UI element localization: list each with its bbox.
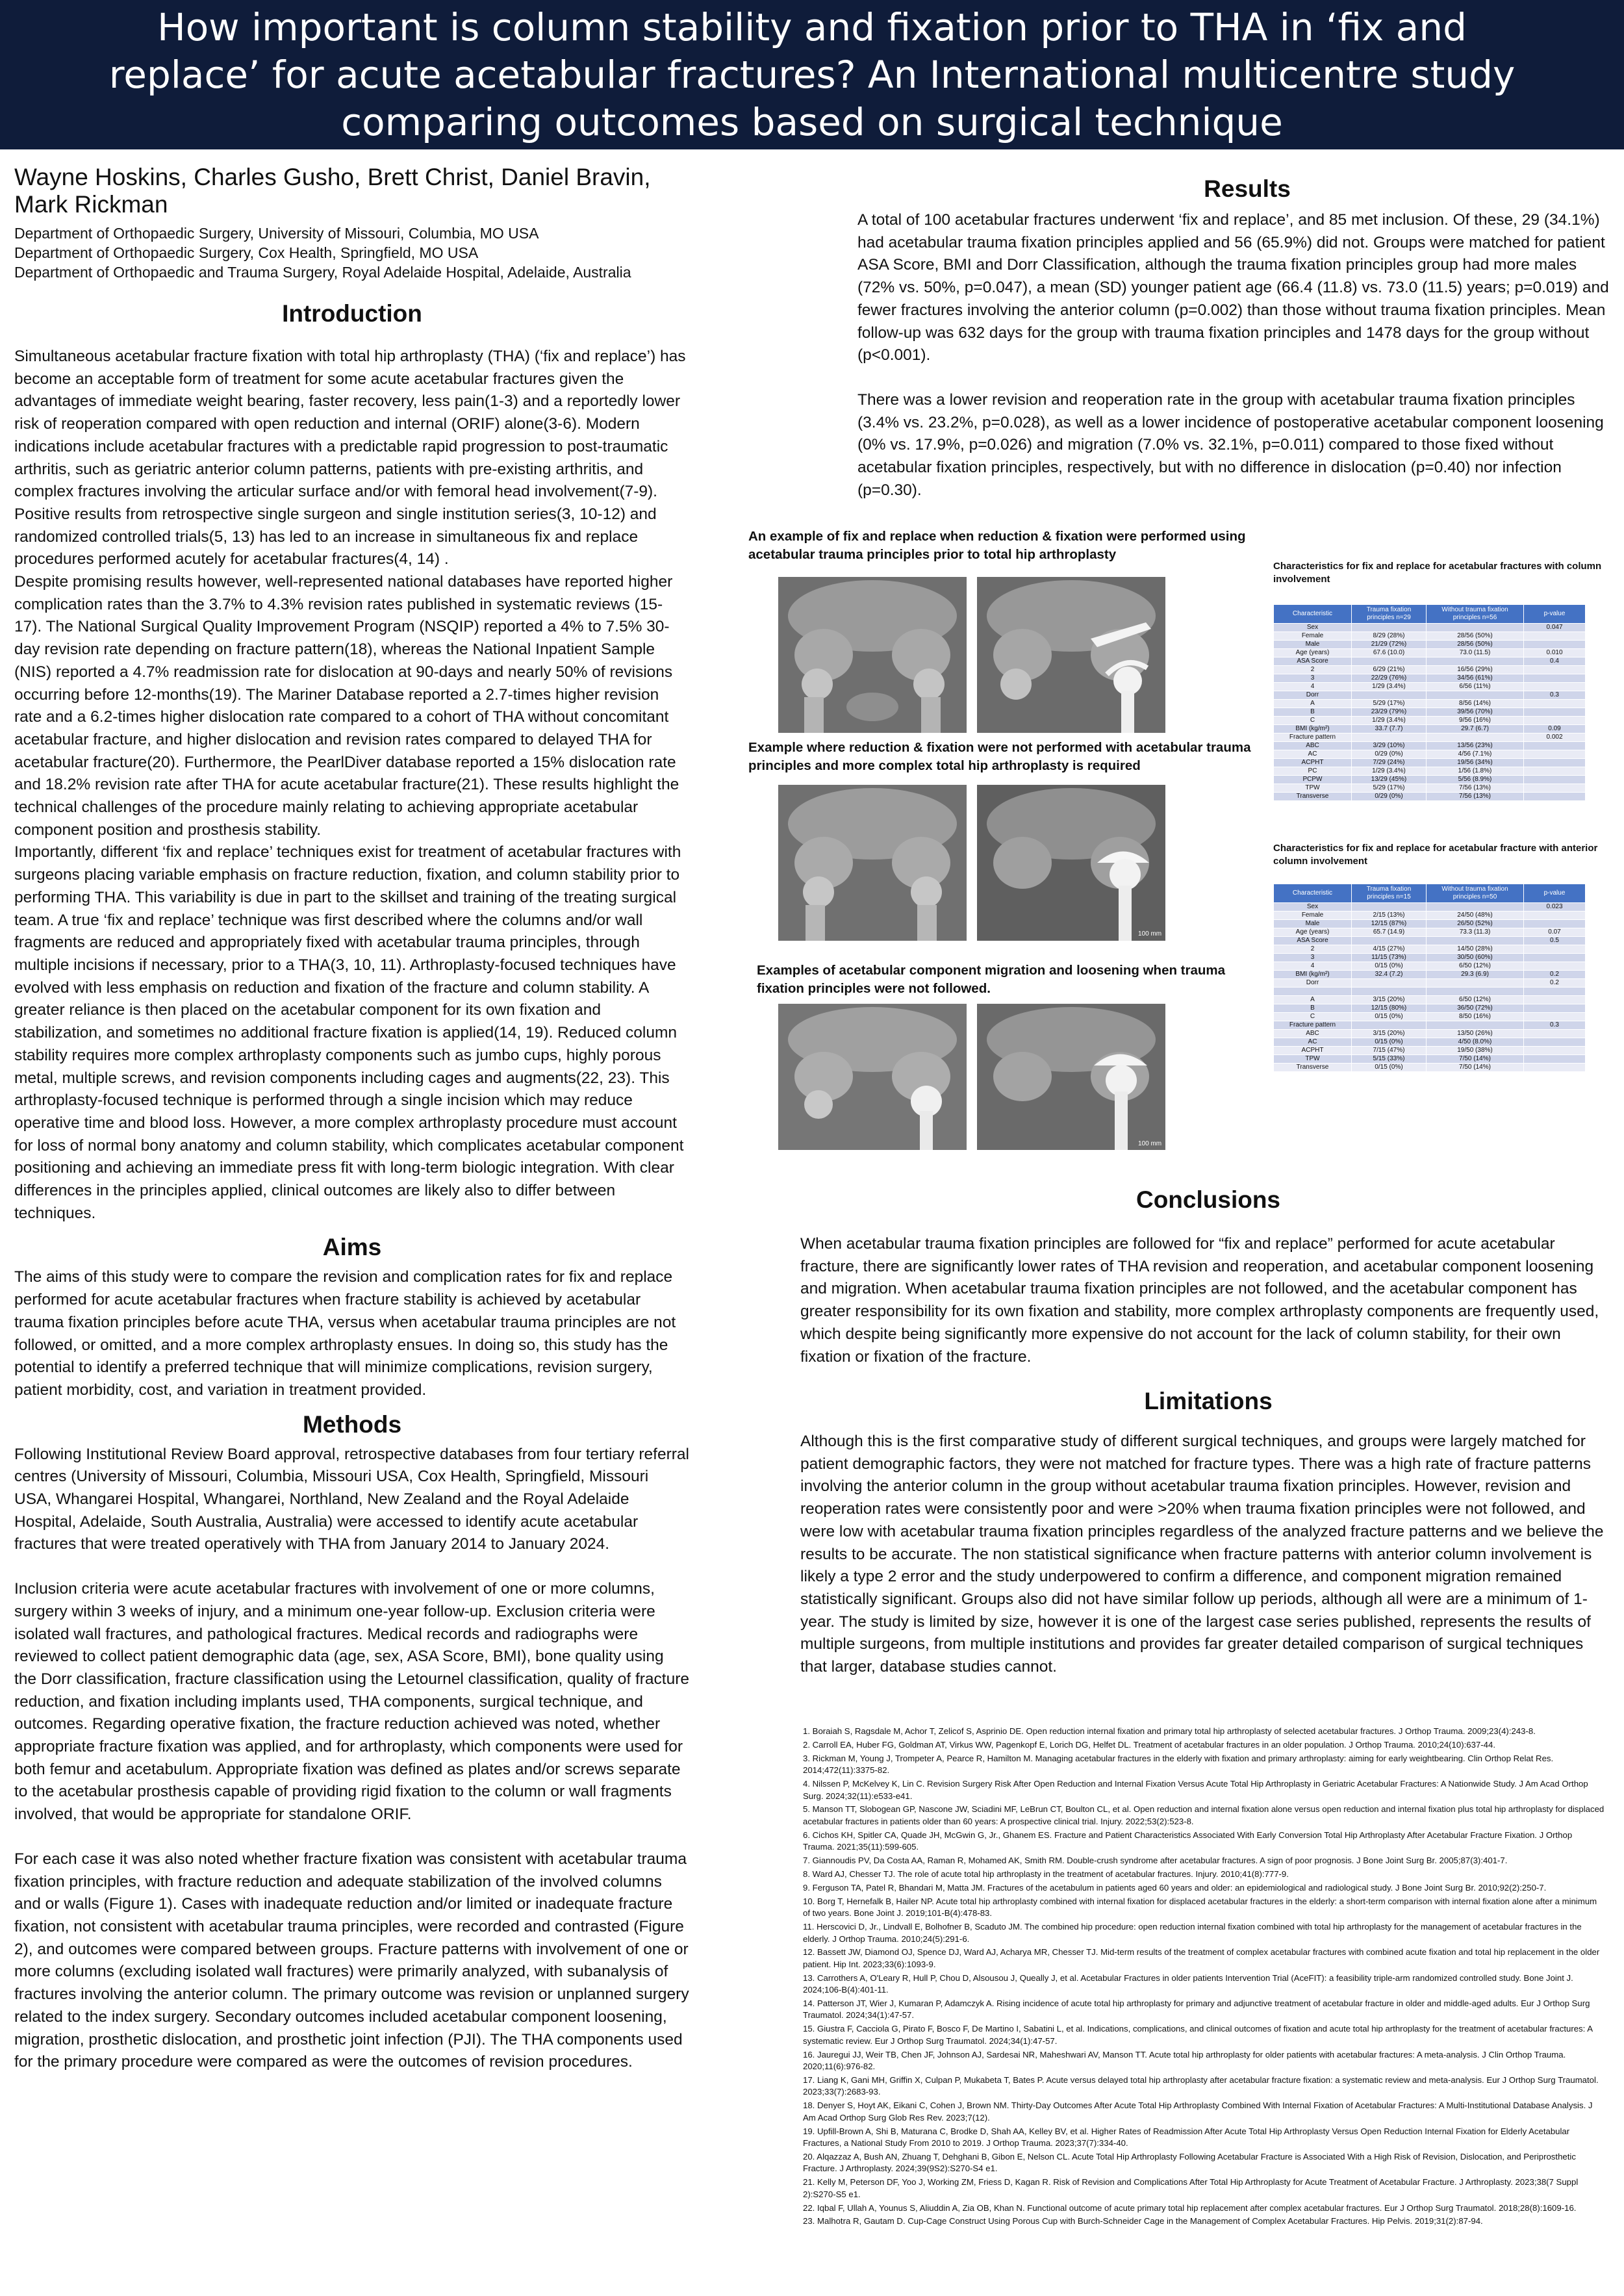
table-cell [1524,912,1586,920]
reference-item: 21. Kelly M, Peterson DF, Yoo J, Working ZM, Friess D, Kagan R. Risk of Revision and Complications After Total Hip Arthroplasty for Acute Treatment of Acetabular Fracture. J Arthroplasty. 2023;38(7 Suppl 2):S270-S5 e1. [803,2177,1579,2199]
table-cell: 12/15 (80%) [1352,1004,1427,1013]
table-cell: 26/50 (52%) [1427,920,1524,928]
table-row [1274,962,1586,971]
table-cell: 5/29 (17%) [1352,700,1427,708]
reference-item: 14. Patterson JT, Wier J, Kumaran P, Adamczyk A. Rising incidence of acute total hip arthroplasty for primary and adjunctive treatment of acetabular fracture in older and middle-aged adults. Eur J Orthop Surg Traumatol. 2024;34(1):47-57. [803,1998,1590,2021]
table-cell: Dorr [1274,691,1352,700]
table-cell: AC [1274,750,1352,759]
table-cell: TPW [1274,1055,1352,1064]
table-cell: PC [1274,767,1352,776]
table1-body [1274,624,1586,801]
table-cell [1352,988,1427,996]
table-cell [1427,691,1524,700]
table-cell [1524,1055,1586,1064]
table-cell [1524,920,1586,928]
introduction-heading: Introduction [282,300,422,327]
table-cell: 16/56 (29%) [1427,666,1524,674]
table-cell: 23/29 (79%) [1352,708,1427,717]
table-cell [1524,1030,1586,1038]
table-cell [1352,937,1427,945]
methods-heading: Methods [302,1410,402,1438]
table-row [1274,784,1586,793]
table-row [1274,937,1586,945]
table-cell [1524,767,1586,776]
table-cell: C [1274,717,1352,725]
table2 [1273,884,1586,1072]
table-row [1274,1004,1586,1013]
aims-paragraph: The aims of this study were to compare the revision and complication rates for fix and replace performed for acute acetabular fractures when fracture stability is achieved by acetabular trauma fixation principles before acute THA, versus when acetabular trauma principles are not followed, or omitted, and a more complex arthroplasty ensues. In doing so, this study has the potential to identify a preferred technique that will minimize complications, revision surgery, patient morbidity, cost, and variation in treatment provided. [14,1268,676,1399]
reference-item: 20. Alqazzaz A, Bush AN, Zhuang T, Dehghani B, Gibon E, Nelson CL. Acute Total Hip Arthroplasty Following Acetabular Fracture is Associated With a High Risk of Revision, Dislocation, and Periprosthetic Fracture. J Arthroplasty. 2024;39(9S2):S270-S4 e1. [803,2151,1576,2174]
table-cell: 28/56 (50%) [1427,641,1524,649]
table-cell: 29.7 (6.7) [1427,725,1524,733]
table-cell: 7/56 (13%) [1427,793,1524,801]
table-cell: Sex [1274,903,1352,912]
table-cell: 7/50 (14%) [1427,1055,1524,1064]
table-cell: 2 [1274,945,1352,954]
introduction-body [14,346,690,1225]
table-cell: A [1274,996,1352,1004]
table1-header-cell: Characteristic [1274,605,1352,624]
table-cell: 5/56 (8.9%) [1427,776,1524,784]
table-cell [1524,666,1586,674]
table-cell: 9/56 (16%) [1427,717,1524,725]
table-cell: 7/56 (13%) [1427,784,1524,793]
table-row [1274,666,1586,674]
reference-item: 10. Borg T, Hernefalk B, Hailer NP. Acute total hip arthroplasty combined with internal fixation for displaced acetabular fractures in the elderly: a short-term comparison with internal fixation alone after a minimum of two years. Bone Joint J. 2019;101-B(4):478-83. [803,1896,1597,1919]
table-cell: 12/15 (87%) [1352,920,1427,928]
table-cell: 13/50 (26%) [1427,1030,1524,1038]
reference-item: 9. Ferguson TA, Patel R, Bhandari M, Matta JM. Fractures of the acetabulum in patients aged 60 years and older: an epidemiological and radiological study. J Bone Joint Surg Br. 2010;92(2):250-7. [803,1882,1547,1893]
reference-item: 22. Iqbal F, Ullah A, Younus S, Aliuddin A, Zia OB, Khan N. Functional outcome of acute primary total hip replacement after complex acetabular fractures. Eur J Orthop Surg Traumatol. 2018;28(8):1609-16. [803,2202,1577,2213]
table2-header-cell: Characteristic [1274,884,1352,903]
table-cell [1427,937,1524,945]
table-cell: 1/29 (3.4%) [1352,767,1427,776]
table-cell: 3/15 (20%) [1352,996,1427,1004]
table-cell: 29.3 (6.9) [1427,971,1524,979]
table-cell: 6/56 (11%) [1427,683,1524,691]
table-cell [1427,624,1524,632]
reference-item: 12. Bassett JW, Diamond OJ, Spence DJ, Ward AJ, Acharya MR, Chesser TJ. Mid-term results of the treatment of complex acetabular fractures with combined acute fixation and total hip replacement in the older patient. Hip Int. 2023;33(6):1093-9. [803,1947,1600,1969]
table-cell [1352,1021,1427,1030]
results-heading: Results [1204,175,1291,202]
table-cell: 0.2 [1524,971,1586,979]
methods-body [14,1444,690,2074]
table-cell: BMI (kg/m²) [1274,725,1352,733]
table-cell [1524,1004,1586,1013]
table2-header-row [1274,884,1586,903]
table-row [1274,996,1586,1004]
table-cell: 0.023 [1524,903,1586,912]
table-row [1274,683,1586,691]
table-cell: 39/56 (70%) [1427,708,1524,717]
reference-item: 1. Boraiah S, Ragsdale M, Achor T, Zelicof S, Asprinio DE. Open reduction internal fixation and primary total hip arthroplasty of selected acetabular fractures. J Orthop Trauma. 2009;23(4):243-8. [803,1726,1536,1736]
table-row [1274,717,1586,725]
table-cell: 0/29 (0%) [1352,750,1427,759]
table-cell: Female [1274,632,1352,641]
table-cell [1427,733,1524,742]
table-cell: 8/50 (16%) [1427,1013,1524,1021]
table-cell [1524,1013,1586,1021]
table-cell: 0/15 (0%) [1352,1013,1427,1021]
table-cell: 0.07 [1524,928,1586,937]
table-cell: TPW [1274,784,1352,793]
reference-item: 6. Cichos KH, Spitler CA, Quade JH, McGwin G, Jr., Ghanem ES. Fracture and Patient Characteristics Associated With Early Conversion Total Hip Arthroplasty After Acetabular Fracture Fixation. J Orthop Trauma. 2021;35(11):599-605. [803,1830,1573,1852]
table-cell [1524,717,1586,725]
table-cell [1352,733,1427,742]
table-cell [1524,1064,1586,1072]
table-cell [1352,657,1427,666]
figure1-xray-preop [778,577,967,733]
table1-header-cell: p-value [1524,605,1586,624]
results-paragraph: A total of 100 acetabular fractures underwent ‘fix and replace’, and 85 met inclusion. Of these, 29 (34.1%) had acetabular trauma fixation principles applied and 56 (65.9%) did not. Groups were matched for patient ASA Score, BMI and Dorr Classification, although the trauma fixation principles group had more males (72% vs. 50%, p=0.047), a mean (SD) younger patient age (66.4 (11.8) vs. 73.0 (11.5) years; p=0.019) and fewer fractures involving the anterior column (p=0.002) than those without trauma fixation principles. Mean follow-up was 632 days for the group with trauma fixation principles and 1478 days for the group without (p<0.001). [857,211,1609,364]
aims-body [14,1266,690,1401]
table-row [1274,649,1586,657]
table-cell: 32.4 (7.2) [1352,971,1427,979]
table-row [1274,1013,1586,1021]
reference-item: 5. Manson TT, Slobogean GP, Nascone JW, Sciadini MF, LeBrun CT, Boulton CL, et al. Open reduction and internal fixation alone versus open reduction and internal fixation plus total hip arthroplasty for displaced acetabular fractures in patients older than 60 years: A prospective clinical trial. Injury. 2022;53(2):523-8. [803,1804,1605,1826]
table-row [1274,988,1586,996]
table1-header-cell: Trauma fixation principles n=29 [1352,605,1427,624]
table-cell [1274,988,1352,996]
table-cell: 3 [1274,674,1352,683]
table-cell: 8/29 (28%) [1352,632,1427,641]
aims-heading: Aims [322,1234,382,1261]
table-cell: 30/50 (60%) [1427,954,1524,962]
table-cell: Fracture pattern [1274,733,1352,742]
table-cell: 14/50 (28%) [1427,945,1524,954]
table-cell: 0.5 [1524,937,1586,945]
affiliation-2: Department of Orthopaedic Surgery, Cox Health, Springfield, MO USA [14,244,479,261]
methods-paragraph: Inclusion criteria were acute acetabular fractures with involvement of one or more columns, surgery within 3 weeks of injury, and a minimum one-year follow-up. Exclusion criteria were isolated wall fractures, and pathological fractures. Medical records and radiographs were reviewed to collect patient demographic data (age, sex, ASA Score, BMI), bone quality using the Dorr classification, fracture classification using the Letournel classification, quality of fracture reduction, and fixation including implants used, THA components, surgical technique, and outcomes. Regarding operative fixation, the fracture reduction achieved was noted, whether appropriate fracture fixation was applied, and for arthroplasty, which components were used for both femur and acetabulum. Appropriate fixation was defined as plates and/or screws separate to the acetabular prosthesis capable of providing rigid fixation to the column or wall fragments involved, that would be appropriate for standalone ORIF. [14,1580,690,1824]
table-cell [1524,988,1586,996]
table-cell: 7/15 (47%) [1352,1047,1427,1055]
table-cell [1524,674,1586,683]
table-cell [1524,683,1586,691]
table-cell: 22/29 (76%) [1352,674,1427,683]
table-cell [1524,996,1586,1004]
table-cell [1524,793,1586,801]
table-cell [1524,962,1586,971]
table-row [1274,945,1586,954]
table-cell: 36/50 (72%) [1427,1004,1524,1013]
table-cell [1427,979,1524,988]
reference-item: 3. Rickman M, Young J, Trompeter A, Pearce R, Hamilton M. Managing acetabular fractures in the elderly with fixation and primary arthroplasty: aiming for early weightbearing. Clin Orthop Relat Res. 2014;472(11):3375-82. [803,1753,1554,1776]
table-cell: 6/50 (12%) [1427,996,1524,1004]
table-cell [1524,759,1586,767]
table-row [1274,776,1586,784]
table-cell [1524,1038,1586,1047]
reference-item: 13. Carrothers A, O'Leary R, Hull P, Chou D, Alsousou J, Queally J, et al. Acetabular Fractures in older patients Intervention Trial (AceFIT): a feasibility triple-arm randomized controlled study. Bone Joint J. 2024;106-B(4):401-11. [803,1972,1573,1995]
table-row [1274,793,1586,801]
scale-label: 100 mm [1138,930,1162,938]
poster-title [0,0,1624,149]
table-cell [1524,784,1586,793]
figure1-caption: An example of fix and replace when reduction & fixation were performed using acetabular trauma principles prior to total hip arthroplasty [748,529,1246,562]
table-cell [1524,945,1586,954]
limitations-heading: Limitations [1144,1388,1273,1414]
table-cell: 21/29 (72%) [1352,641,1427,649]
table-cell: ABC [1274,742,1352,750]
figure2-xray-preop [778,785,967,941]
table-cell: 11/15 (73%) [1352,954,1427,962]
table1-header-cell: Without trauma fixation principles n=56 [1427,605,1524,624]
results-body [857,209,1611,502]
reference-item: 8. Ward AJ, Chesser TJ. The role of acute total hip arthroplasty in the treatment of acetabular fractures. Injury. 2010;41(8):777-9. [803,1869,1289,1879]
conclusions-paragraph: When acetabular trauma fixation principles are followed for “fix and replace” performed for acute acetabular fracture, there are significantly lower rates of THA revision and reoperation, and acetabular component loosening and migration. When acetabular trauma fixation principles are not followed, and the acetabular component has greater responsibility for its own fixation and stability, more complex arthroplasty components are frequently used, which despite being significantly more expensive do not account for the lack of column stability, for their own fixation or fixation of the fracture. [800,1235,1599,1366]
table-row [1274,767,1586,776]
limitations-body [800,1431,1611,1679]
table-cell: 1/29 (3.4%) [1352,717,1427,725]
table2-header-cell: Without trauma fixation principles n=50 [1427,884,1524,903]
table-cell: 34/56 (61%) [1427,674,1524,683]
table-cell: 0.4 [1524,657,1586,666]
table1-title: Characteristics for fix and replace for acetabular fractures with column involvement [1273,561,1602,585]
table-cell: 2/15 (13%) [1352,912,1427,920]
introduction-paragraph: Importantly, different ‘fix and replace’ techniques exist for treatment of acetabular fractures with surgeons placing variable emphasis on fracture reduction, fixation, and column stability prior to performing THA. This variability is due in part to the skillset and training of the treating surgical team. A true ‘fix and replace’ technique was first described where the columns and/or wall fragments are reduced and appropriately fixed with acetabular trauma principles, through multiple incisions if necessary, prior to a THA(3, 10, 11). Arthroplasty-focused techniques have evolved with less emphasis on reduction and fixation of the fracture and column stability. A greater reliance is then placed on the acetabular component for its own fixation and stabilization, and sometimes no additional fracture fixation is applied(14, 19). Reduced column stability requires more complex arthroplasty components such as jumbo cups, highly porous metal, multiple screws, and revision components including cages and augments(22, 23). This arthroplasty-focused technique is performed through a single incision which may reduce operative time and blood loss. However, a more complex arthroplasty procedure must account for loss of normal bony anatomy and column stability, which complicates acetabular component positioning and achieving an immediate press fit with long-term biologic integration. With clear differences in the principles applied, clinical outcomes are likely also to differ between techniques. [14,843,684,1222]
table-cell: 13/29 (45%) [1352,776,1427,784]
conclusions-heading: Conclusions [1136,1186,1281,1213]
table-cell: 3/29 (10%) [1352,742,1427,750]
table-cell [1524,742,1586,750]
table-cell: 0.09 [1524,725,1586,733]
table-row [1274,632,1586,641]
scale-label: 100 mm [1138,1140,1162,1147]
table-row [1274,912,1586,920]
table-cell: 67.6 (10.0) [1352,649,1427,657]
table-cell [1524,750,1586,759]
table-cell: 19/50 (38%) [1427,1047,1524,1055]
table-cell [1352,691,1427,700]
table-cell: 0.002 [1524,733,1586,742]
figure3-caption: Examples of acetabular component migration and loosening when trauma fixation principles were not followed. [757,963,1226,996]
table-cell: 4/56 (7.1%) [1427,750,1524,759]
table-cell [1524,641,1586,649]
table-cell [1524,954,1586,962]
table2-header-cell: Trauma fixation principles n=15 [1352,884,1427,903]
table-cell: 19/56 (34%) [1427,759,1524,767]
table-row [1274,759,1586,767]
table-cell [1352,624,1427,632]
table-cell: 0.3 [1524,691,1586,700]
table-row [1274,1021,1586,1030]
table-row [1274,725,1586,733]
table2-header-cell: p-value [1524,884,1586,903]
table-row [1274,1055,1586,1064]
figure1-xray-postop [977,577,1165,733]
table-cell [1524,776,1586,784]
table-cell: 0/15 (0%) [1352,1038,1427,1047]
left-column [14,164,690,2074]
table-row [1274,903,1586,912]
table-cell: Transverse [1274,793,1352,801]
table-cell [1427,988,1524,996]
table-row [1274,691,1586,700]
table-cell: 4 [1274,962,1352,971]
limitations-paragraph: Although this is the first comparative study of different surgical techniques, and groups were largely matched for patient demographic factors, they were not matched for fracture types. There was a high rate of fracture patterns involving the anterior column in the group without acetabular trauma fixation principles. However, revision and reoperation rates were consistently poor and were >20% when trauma fixation principles were not followed, and were low with acetabular trauma fixation principles regardless of the analyzed fracture patterns and we believe the results to be accurate. The non statistical significance when fracture patterns with anterior column involvement is likely a type 2 error and the study underpowered to confirm a difference, and component migration remained statistically significant. Groups also did not have similar follow up periods, although all were are a minimum of 1-year. The study is limited by size, however it is one of the largest case series published, represents the results of multiple surgeons, from multiple institutions and provides far greater detailed comparison of surgical techniques that larger, database studies cannot. [800,1433,1604,1676]
table-row [1274,657,1586,666]
table-cell: 24/50 (48%) [1427,912,1524,920]
table-cell: 6/29 (21%) [1352,666,1427,674]
results-paragraph: There was a lower revision and reoperation rate in the group with acetabular trauma fixation principles (3.4% vs. 23.2%, p=0.028), as well as a lower incidence of postoperative acetabular component loosening (0% vs. 17.9%, p=0.026) and migration (7.0% vs. 32.1%, p=0.011) compared to those fixed without acetabular fixation principles, respectively, but with no difference in dislocation (p=0.40) nor infection (p=0.30). [857,390,1604,499]
table-cell: Sex [1274,624,1352,632]
table-row [1274,700,1586,708]
table-cell [1352,979,1427,988]
affiliation-1: Department of Orthopaedic Surgery, University of Missouri, Columbia, MO USA [14,225,539,242]
table-cell [1427,657,1524,666]
table-cell: Age (years) [1274,928,1352,937]
table-cell [1352,903,1427,912]
reference-item: 23. Malhotra R, Gautam D. Cup-Cage Construct Using Porous Cup with Burch-Schneider Cage in the Management of Complex Acetabular Fractures. Hip Pelvis. 2019;31(2):87-94. [803,2216,1483,2226]
table-cell: Male [1274,641,1352,649]
table1 [1273,604,1586,801]
table-row [1274,954,1586,962]
table-cell: Age (years) [1274,649,1352,657]
table-cell: ABC [1274,1030,1352,1038]
affiliation-3: Department of Orthopaedic and Trauma Surgery, Royal Adelaide Hospital, Adelaide, Australia [14,264,631,281]
title-line-3: comparing outcomes based on surgical technique [341,100,1283,144]
title-line-1: How important is column stability and fixation prior to THA in ‘fix and [157,5,1467,49]
table-cell: 4 [1274,683,1352,691]
table-cell [1427,1021,1524,1030]
reference-item: 4. Nilssen P, McKelvey K, Lin C. Revision Surgery Risk After Open Reduction and Internal Fixation Versus Acute Total Hip Arthroplasty in Geriatric Acetabular Fractures: A Nationwide Study. J Am Acad Orthop Surg. 2024;32(11):e533-e41. [803,1779,1588,1801]
table-cell [1524,1047,1586,1055]
table-cell: 0.047 [1524,624,1586,632]
table-cell: AC [1274,1038,1352,1047]
table-cell: Fracture pattern [1274,1021,1352,1030]
reference-item: 19. Upfill-Brown A, Shi B, Maturana C, Brodke D, Shah AA, Kelley BV, et al. Higher Rates of Readmission After Acute Total Hip Arthroplasty Versus Open Reduction Internal Fixation for Elderly Acetabular Fractures, a National Study From 2010 to 2019. J Orthop Trauma. 2023;37(7):334-40. [803,2126,1570,2148]
methods-paragraph: Following Institutional Review Board approval, retrospective databases from four tertiary referral centres (University of Missouri, Columbia, Missouri USA, Cox Health, Springfield, Missouri USA, Whangarei Hospital, Whangarei, Northland, New Zealand and the Royal Adelaide Hospital, Adelaide, South Australia, Australia) were accessed to identify acute acetabular fractures that were treated operatively with THA from January 2014 to January 2024. [14,1445,690,1553]
table-cell: 1/56 (1.8%) [1427,767,1524,776]
methods-paragraph: For each case it was also noted whether fracture fixation was consistent with acetabular trauma fixation principles, with fracture reduction and adequate stabilization of the involved columns and or walls (Figure 1). Cases with inadequate reduction and/or limited or inadequate fracture fixation, not consistent with acetabular trauma principles, were recorded and contrasted (Figure 2), and outcomes were compared between groups. Fracture patterns with involvement of one or more columns (excluding isolated wall fractures) were primarily analyzed, with subanalysis of fractures involving the anterior column. The primary outcome was revision or unplanned surgery related to the index surgery. Secondary outcomes included acetabular component loosening, migration, prosthetic dislocation, and prosthetic joint infection (PJI). The THA components used for the primary procedure were compared as were the outcomes of revision procedures. [14,1850,689,2071]
table-cell: PCPW [1274,776,1352,784]
figure2-xray-postop [977,785,1165,941]
table2-title: Characteristics for fix and replace for acetabular fracture with anterior column involvement [1273,843,1598,867]
table-cell: 0/15 (0%) [1352,962,1427,971]
table-row [1274,750,1586,759]
introduction-paragraph: Simultaneous acetabular fracture fixation with total hip arthroplasty (THA) (‘fix and replace’) has become an acceptable form of treatment for some acute acetabular fractures given the advantages of immediate weight bearing, faster recovery, less pain(1-3) and a reportedly lower risk of reoperation compared with open reduction and internal (ORIF) alone(3-6). Modern indications include acetabular fractures with a predictable rapid progression to post-traumatic arthritis, such as geriatric anterior column patterns, patients with pre-existing arthritis, and complex fractures involving the articular surface and/or with femoral head involvement(7-9). Positive results from retrospective single surgeon and single institution series(3, 10-12) and randomized controlled trials(5, 13) has led to an increase in simultaneous fix and replace procedures performed acutely for acetabular fractures(4, 14) . [14,348,686,568]
figure3-xray-postop [977,1004,1165,1150]
conclusions-body [800,1233,1611,1368]
table-cell: 0.2 [1524,979,1586,988]
reference-item: 11. Herscovici D, Jr., Lindvall E, Bolhofner B, Scaduto JM. The combined hip procedure: open reduction internal fixation combined with total hip arthroplasty for the management of acetabular fractures in the elderly. J Orthop Trauma. 2010;24(5):291-6. [803,1922,1582,1944]
table-cell: 73.0 (11.5) [1427,649,1524,657]
table-row [1274,971,1586,979]
table-cell: 73.3 (11.3) [1427,928,1524,937]
table-cell: 3 [1274,954,1352,962]
table-cell: ACPHT [1274,759,1352,767]
reference-item: 7. Giannoudis PV, Da Costa AA, Raman R, Mohamed AK, Smith RM. Double-crush syndrome after acetabular fractures. A sign of poor prognosis. J Bone Joint Surg Br. 2005;87(3):401-7. [803,1856,1508,1866]
table-cell: 5/15 (33%) [1352,1055,1427,1064]
table-cell: 3/15 (20%) [1352,1030,1427,1038]
table-row [1274,733,1586,742]
table-cell: 7/29 (24%) [1352,759,1427,767]
table-cell: 8/56 (14%) [1427,700,1524,708]
table-cell: 28/56 (50%) [1427,632,1524,641]
table-row [1274,674,1586,683]
table-row [1274,1064,1586,1072]
table-cell: 1/29 (3.4%) [1352,683,1427,691]
table-cell: A [1274,700,1352,708]
table-cell: 0/29 (0%) [1352,793,1427,801]
table-row [1274,920,1586,928]
figure3-xray-preop [778,1004,967,1150]
table-row [1274,928,1586,937]
table-cell: 0.3 [1524,1021,1586,1030]
figure2-caption: Example where reduction & fixation were not performed with acetabular trauma principles and more complex total hip arthroplasty is required [748,740,1251,773]
table-cell: 5/29 (17%) [1352,784,1427,793]
reference-item: 17. Liang K, Gani MH, Griffin X, Culpan P, Mukabeta T, Bates P. Acute versus delayed total hip arthroplasty after acetabular fracture fixation: a systematic review and meta-analysis. Eur J Orthop Surg Traumatol. 2023;33(7):2683-93. [803,2074,1599,2097]
table-cell: B [1274,708,1352,717]
reference-item: 15. Giustra F, Cacciola G, Pirato F, Bosco F, De Martino I, Sabatini L, et al. Indications, complications, and clinical outcomes of fixation and acute total hip arthroplasty for the treatment of acetabular fractures: A systematic review. Eur J Orthop Surg Traumatol. 2024;34(1):47-57. [803,2024,1593,2046]
table-cell: 13/56 (23%) [1427,742,1524,750]
table-cell: Female [1274,912,1352,920]
table-cell: ASA Score [1274,937,1352,945]
table-row [1274,708,1586,717]
table-cell: BMI (kg/m²) [1274,971,1352,979]
table-cell: B [1274,1004,1352,1013]
table-row [1274,1047,1586,1055]
table-cell: 7/50 (14%) [1427,1064,1524,1072]
table-cell: 33.7 (7.7) [1352,725,1427,733]
table-cell [1524,632,1586,641]
title-line-2: replace’ for acute acetabular fractures? An International multicentre study [108,53,1516,97]
table-row [1274,979,1586,988]
reference-item: 18. Denyer S, Hoyt AK, Eikani C, Cohen J, Brown NM. Thirty-Day Outcomes After Acute Total Hip Arthroplasty Combined With Internal Fixation of Acetabular Fractures: A Multi-Institutional Database Analysis. J Am Acad Orthop Surg Glob Res Rev. 2023;7(12). [803,2100,1593,2123]
table-row [1274,1038,1586,1047]
table-cell: 4/15 (27%) [1352,945,1427,954]
table-row [1274,1030,1586,1038]
table-cell [1427,903,1524,912]
table-cell: C [1274,1013,1352,1021]
table1-header-row [1274,605,1586,624]
table-cell: 2 [1274,666,1352,674]
table-cell: Dorr [1274,979,1352,988]
table-cell: 4/50 (8.0%) [1427,1038,1524,1047]
table-cell: Male [1274,920,1352,928]
table-row [1274,742,1586,750]
references-list [803,1726,1606,2229]
table-cell: Transverse [1274,1064,1352,1072]
table-cell: 65.7 (14.9) [1352,928,1427,937]
table-row [1274,641,1586,649]
table-cell [1524,700,1586,708]
introduction-paragraph: Despite promising results however, well-represented national databases have reported higher complication rates than the 3.7% to 4.3% revision rates published in systematic reviews (15-17). The National Surgical Quality Improvement Program (NSQIP) reported a 4% to 7.5% 30-day revision rate depending on fracture pattern(18), whereas the National Inpatient Sample (NIS) reported a 4.7% readmission rate for dislocation at 90-days and nearly 50% of revisions occurring before 12-months(19). The Mariner Database reported a 2.7-times higher revision rate and a 6.2-times higher dislocation rate compared to a cohort of THA without concomitant acetabular fracture, and higher dislocation and revision rates compared to delayed THA for acetabular fracture(20). Furthermore, the PearlDiver database reported a 15% dislocation rate and 18.2% revision rate after THA for acute acetabular fracture(21). These results highlight the technical challenges of the procedure mainly relating to achieving appropriate acetabular component position and prosthesis stability. [14,573,679,839]
table-cell: 0.010 [1524,649,1586,657]
table-cell: 6/50 (12%) [1427,962,1524,971]
table-cell: ACPHT [1274,1047,1352,1055]
reference-item: 16. Jauregui JJ, Weir TB, Chen JF, Johnson AJ, Sardesai NR, Maheshwari AV, Manson TT. Acute total hip arthroplasty for older patients with acetabular fractures: A meta-analysis. J Clin Orthop Trauma. 2020;11(6):976-82. [803,2049,1566,2072]
table-cell: 0/15 (0%) [1352,1064,1427,1072]
table2-body [1274,903,1586,1072]
table-cell [1524,708,1586,717]
authors: Wayne Hoskins, Charles Gusho, Brett Christ, Daniel Bravin, Mark Rickman [14,164,651,218]
table-row [1274,624,1586,632]
reference-item: 2. Carroll EA, Huber FG, Goldman AT, Virkus WW, Pagenkopf E, Lorich DG, Helfet DL. Treatment of acetabular fractures in an older population. J Orthop Trauma. 2010;24(10):637-44. [803,1739,1496,1750]
table-cell: ASA Score [1274,657,1352,666]
